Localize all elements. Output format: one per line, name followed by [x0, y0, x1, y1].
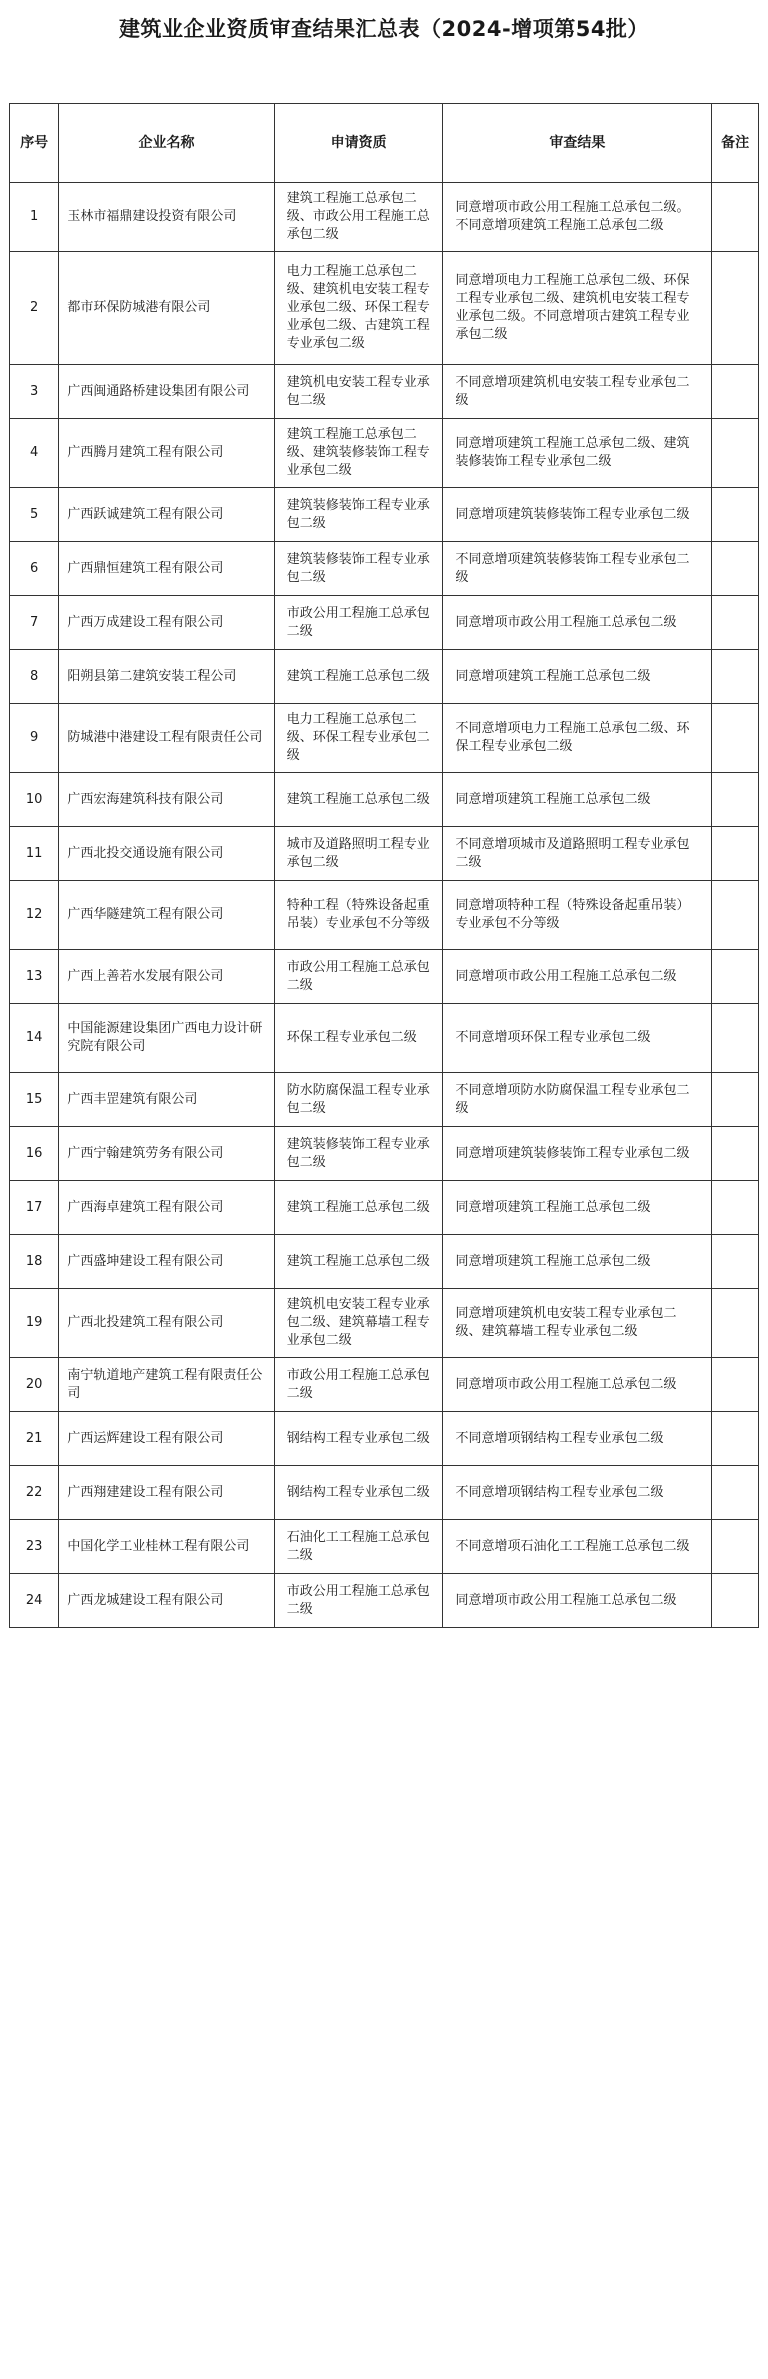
- cell-qualification: 城市及道路照明工程专业承包二级: [274, 827, 443, 881]
- cell-result: 不同意增项电力工程施工总承包二级、环保工程专业承包二级: [443, 704, 712, 773]
- cell-qualification: 石油化工工程施工总承包二级: [274, 1520, 443, 1574]
- cell-qualification: 防水防腐保温工程专业承包二级: [274, 1073, 443, 1127]
- cell-remark: [712, 1181, 759, 1235]
- cell-qualification: 电力工程施工总承包二级、建筑机电安装工程专业承包二级、环保工程专业承包二级、古建筑工程专业承包二级: [274, 252, 443, 365]
- cell-company-name: 广西龙城建设工程有限公司: [59, 1574, 274, 1628]
- page-title: 建筑业企业资质审查结果汇总表（2024-增项第54批）: [119, 17, 649, 41]
- cell-result: 同意增项建筑工程施工总承包二级: [443, 773, 712, 827]
- cell-result: 同意增项建筑装修装饰工程专业承包二级: [443, 488, 712, 542]
- cell-qualification: 市政公用工程施工总承包二级: [274, 596, 443, 650]
- cell-qualification: 建筑工程施工总承包二级: [274, 650, 443, 704]
- cell-result: 同意增项市政公用工程施工总承包二级: [443, 950, 712, 1004]
- cell-qualification: 特种工程（特殊设备起重吊装）专业承包不分等级: [274, 881, 443, 950]
- cell-qualification: 建筑机电安装工程专业承包二级: [274, 365, 443, 419]
- cell-qualification: 建筑工程施工总承包二级: [274, 1235, 443, 1289]
- cell-no: 23: [10, 1520, 59, 1574]
- cell-result: 不同意增项城市及道路照明工程专业承包二级: [443, 827, 712, 881]
- cell-no: 1: [10, 183, 59, 252]
- results-table: [9, 103, 759, 1628]
- cell-company-name: 广西盛坤建设工程有限公司: [59, 1235, 274, 1289]
- cell-remark: [712, 1073, 759, 1127]
- table-row: [10, 252, 759, 365]
- table-row: [10, 1574, 759, 1628]
- cell-result: 同意增项电力工程施工总承包二级、环保工程专业承包二级、建筑机电安装工程专业承包二级。不同意增项古建筑工程专业承包二级: [443, 252, 712, 365]
- cell-result: 不同意增项防水防腐保温工程专业承包二级: [443, 1073, 712, 1127]
- cell-no: 19: [10, 1289, 59, 1358]
- cell-qualification: 建筑工程施工总承包二级: [274, 1181, 443, 1235]
- header-remark: 备注: [712, 104, 759, 183]
- cell-no: 21: [10, 1412, 59, 1466]
- cell-company-name: 广西丰罡建筑有限公司: [59, 1073, 274, 1127]
- cell-result: 同意增项市政公用工程施工总承包二级: [443, 1358, 712, 1412]
- cell-remark: [712, 1004, 759, 1073]
- cell-no: 8: [10, 650, 59, 704]
- cell-result: 不同意增项石油化工工程施工总承包二级: [443, 1520, 712, 1574]
- cell-no: 22: [10, 1466, 59, 1520]
- table-row: [10, 1466, 759, 1520]
- cell-remark: [712, 252, 759, 365]
- cell-remark: [712, 1520, 759, 1574]
- cell-no: 6: [10, 542, 59, 596]
- cell-company-name: 玉林市福鼎建设投资有限公司: [59, 183, 274, 252]
- cell-remark: [712, 542, 759, 596]
- cell-remark: [712, 773, 759, 827]
- cell-no: 17: [10, 1181, 59, 1235]
- table-row: [10, 1412, 759, 1466]
- table-row: [10, 542, 759, 596]
- cell-result: 同意增项建筑工程施工总承包二级、建筑装修装饰工程专业承包二级: [443, 419, 712, 488]
- cell-no: 9: [10, 704, 59, 773]
- cell-result: 同意增项市政公用工程施工总承包二级: [443, 596, 712, 650]
- cell-qualification: 钢结构工程专业承包二级: [274, 1466, 443, 1520]
- cell-company-name: 广西鼎恒建筑工程有限公司: [59, 542, 274, 596]
- cell-remark: [712, 704, 759, 773]
- cell-result: 同意增项建筑装修装饰工程专业承包二级: [443, 1127, 712, 1181]
- header-result: 审查结果: [443, 104, 712, 183]
- cell-qualification: 市政公用工程施工总承包二级: [274, 1358, 443, 1412]
- cell-remark: [712, 650, 759, 704]
- cell-company-name: 阳朔县第二建筑安装工程公司: [59, 650, 274, 704]
- cell-remark: [712, 1289, 759, 1358]
- cell-no: 12: [10, 881, 59, 950]
- cell-result: 同意增项特种工程（特殊设备起重吊装）专业承包不分等级: [443, 881, 712, 950]
- cell-remark: [712, 881, 759, 950]
- cell-remark: [712, 1358, 759, 1412]
- cell-result: 同意增项建筑机电安装工程专业承包二级、建筑幕墙工程专业承包二级: [443, 1289, 712, 1358]
- cell-qualification: 建筑装修装饰工程专业承包二级: [274, 488, 443, 542]
- cell-qualification: 建筑装修装饰工程专业承包二级: [274, 1127, 443, 1181]
- cell-no: 7: [10, 596, 59, 650]
- cell-result: 不同意增项钢结构工程专业承包二级: [443, 1466, 712, 1520]
- table-row: [10, 773, 759, 827]
- cell-result: 不同意增项建筑装修装饰工程专业承包二级: [443, 542, 712, 596]
- table-row: [10, 183, 759, 252]
- cell-company-name: 广西北投交通设施有限公司: [59, 827, 274, 881]
- cell-company-name: 中国化学工业桂林工程有限公司: [59, 1520, 274, 1574]
- table-row: [10, 419, 759, 488]
- cell-result: 同意增项市政公用工程施工总承包二级。不同意增项建筑工程施工总承包二级: [443, 183, 712, 252]
- cell-no: 5: [10, 488, 59, 542]
- cell-no: 20: [10, 1358, 59, 1412]
- cell-company-name: 广西北投建筑工程有限公司: [59, 1289, 274, 1358]
- cell-remark: [712, 1412, 759, 1466]
- cell-remark: [712, 1235, 759, 1289]
- cell-qualification: 钢结构工程专业承包二级: [274, 1412, 443, 1466]
- cell-remark: [712, 365, 759, 419]
- table-header-row: [10, 104, 759, 183]
- cell-remark: [712, 1574, 759, 1628]
- cell-qualification: 建筑装修装饰工程专业承包二级: [274, 542, 443, 596]
- table-row: [10, 1127, 759, 1181]
- table-row: [10, 1358, 759, 1412]
- table-row: [10, 1181, 759, 1235]
- cell-no: 14: [10, 1004, 59, 1073]
- cell-company-name: 都市环保防城港有限公司: [59, 252, 274, 365]
- cell-no: 15: [10, 1073, 59, 1127]
- header-no: 序号: [10, 104, 59, 183]
- table-row: [10, 1073, 759, 1127]
- cell-no: 4: [10, 419, 59, 488]
- cell-remark: [712, 950, 759, 1004]
- cell-remark: [712, 1466, 759, 1520]
- cell-remark: [712, 1127, 759, 1181]
- cell-company-name: 广西宁翰建筑劳务有限公司: [59, 1127, 274, 1181]
- cell-company-name: 中国能源建设集团广西电力设计研究院有限公司: [59, 1004, 274, 1073]
- table-row: [10, 1235, 759, 1289]
- cell-no: 2: [10, 252, 59, 365]
- cell-qualification: 环保工程专业承包二级: [274, 1004, 443, 1073]
- cell-company-name: 广西腾月建筑工程有限公司: [59, 419, 274, 488]
- table-row: [10, 488, 759, 542]
- cell-remark: [712, 183, 759, 252]
- cell-result: 不同意增项环保工程专业承包二级: [443, 1004, 712, 1073]
- cell-remark: [712, 488, 759, 542]
- table-row: [10, 827, 759, 881]
- table-row: [10, 950, 759, 1004]
- table-row: [10, 365, 759, 419]
- cell-no: 18: [10, 1235, 59, 1289]
- cell-result: 同意增项建筑工程施工总承包二级: [443, 650, 712, 704]
- table-row: [10, 1520, 759, 1574]
- cell-company-name: 广西华隧建筑工程有限公司: [59, 881, 274, 950]
- cell-company-name: 广西上善若水发展有限公司: [59, 950, 274, 1004]
- table-row: [10, 704, 759, 773]
- table-row: [10, 1289, 759, 1358]
- cell-company-name: 南宁轨道地产建筑工程有限责任公司: [59, 1358, 274, 1412]
- cell-qualification: 市政公用工程施工总承包二级: [274, 950, 443, 1004]
- cell-result: 同意增项市政公用工程施工总承包二级: [443, 1574, 712, 1628]
- cell-company-name: 广西万成建设工程有限公司: [59, 596, 274, 650]
- cell-company-name: 防城港中港建设工程有限责任公司: [59, 704, 274, 773]
- table-row: [10, 881, 759, 950]
- cell-no: 10: [10, 773, 59, 827]
- cell-remark: [712, 596, 759, 650]
- cell-qualification: 建筑机电安装工程专业承包二级、建筑幕墙工程专业承包二级: [274, 1289, 443, 1358]
- cell-remark: [712, 827, 759, 881]
- cell-no: 3: [10, 365, 59, 419]
- cell-qualification: 市政公用工程施工总承包二级: [274, 1574, 443, 1628]
- cell-no: 11: [10, 827, 59, 881]
- cell-qualification: 建筑工程施工总承包二级、市政公用工程施工总承包二级: [274, 183, 443, 252]
- header-company-name: 企业名称: [59, 104, 274, 183]
- table-row: [10, 1004, 759, 1073]
- cell-result: 不同意增项钢结构工程专业承包二级: [443, 1412, 712, 1466]
- cell-result: 同意增项建筑工程施工总承包二级: [443, 1181, 712, 1235]
- table-row: [10, 596, 759, 650]
- cell-no: 13: [10, 950, 59, 1004]
- cell-qualification: 建筑工程施工总承包二级: [274, 773, 443, 827]
- cell-no: 24: [10, 1574, 59, 1628]
- cell-no: 16: [10, 1127, 59, 1181]
- header-qualification: 申请资质: [274, 104, 443, 183]
- cell-company-name: 广西闽通路桥建设集团有限公司: [59, 365, 274, 419]
- cell-company-name: 广西跃诚建筑工程有限公司: [59, 488, 274, 542]
- cell-company-name: 广西宏海建筑科技有限公司: [59, 773, 274, 827]
- cell-company-name: 广西海卓建筑工程有限公司: [59, 1181, 274, 1235]
- cell-qualification: 建筑工程施工总承包二级、建筑装修装饰工程专业承包二级: [274, 419, 443, 488]
- cell-remark: [712, 419, 759, 488]
- cell-company-name: 广西翔建建设工程有限公司: [59, 1466, 274, 1520]
- cell-company-name: 广西运辉建设工程有限公司: [59, 1412, 274, 1466]
- cell-qualification: 电力工程施工总承包二级、环保工程专业承包二级: [274, 704, 443, 773]
- cell-result: 不同意增项建筑机电安装工程专业承包二级: [443, 365, 712, 419]
- cell-result: 同意增项建筑工程施工总承包二级: [443, 1235, 712, 1289]
- table-row: [10, 650, 759, 704]
